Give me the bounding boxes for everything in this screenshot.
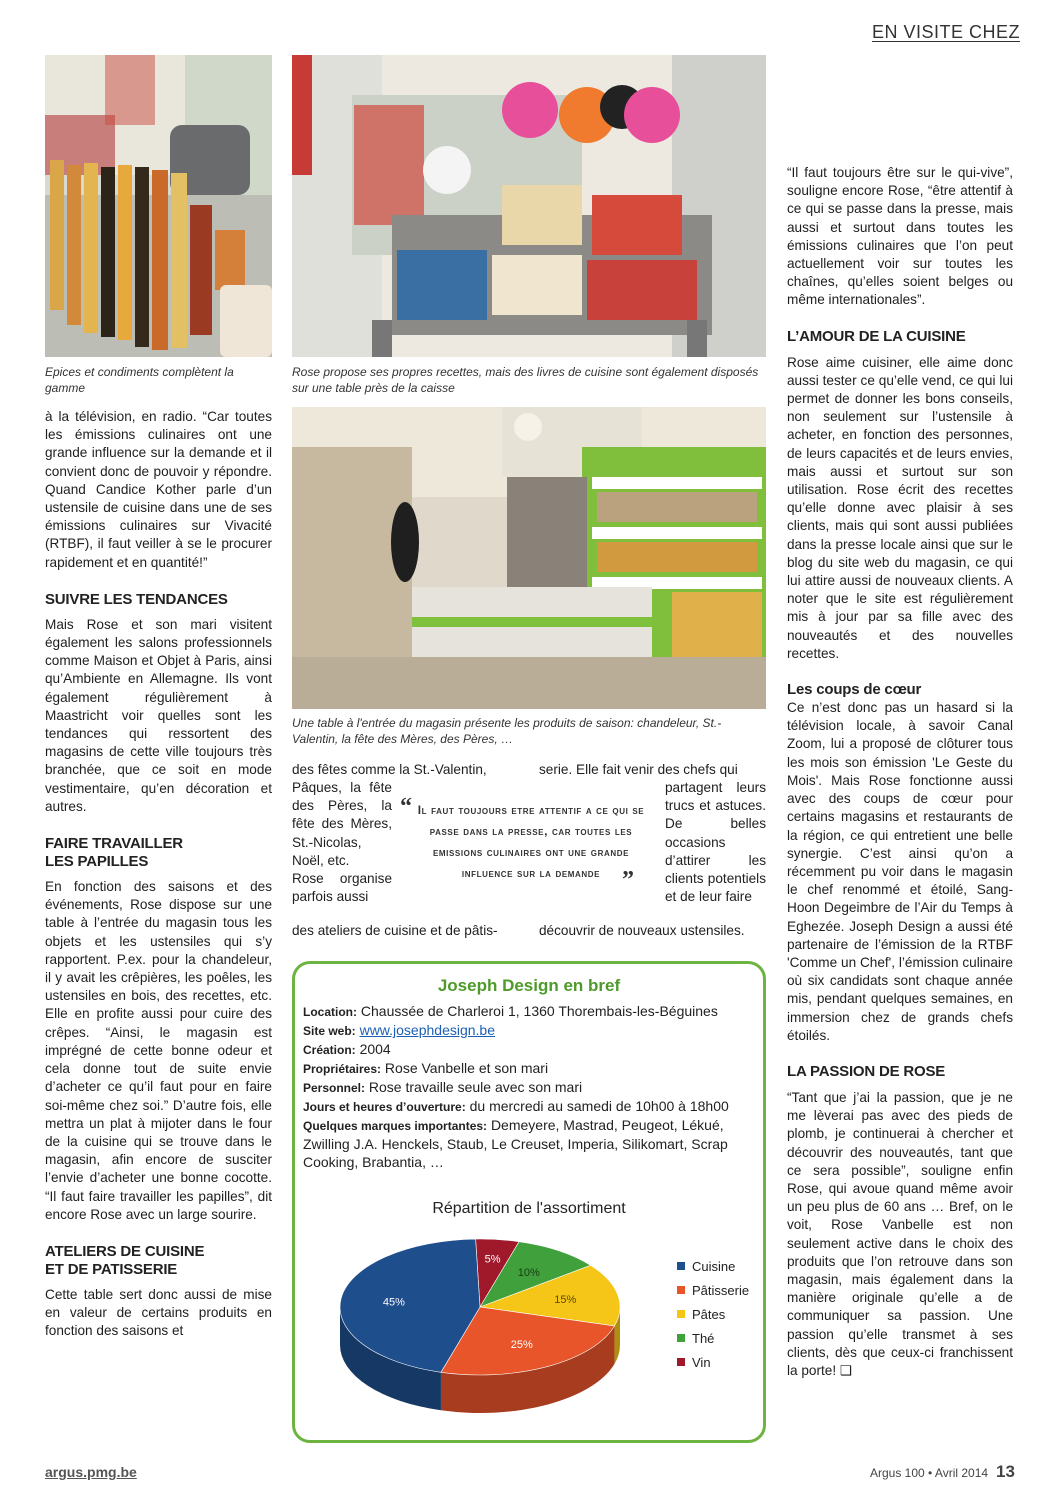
end-mark-icon: ❑: [839, 1362, 853, 1378]
staff-value: Rose travaille seule avec son mari: [368, 1079, 583, 1095]
box-brands: [303, 1116, 753, 1171]
chart-legend: [677, 1254, 767, 1374]
pie-label-thé: 10%: [517, 1267, 540, 1280]
quote-open-mark: “: [400, 794, 412, 820]
legend-swatch: [677, 1358, 685, 1366]
legend-label: Pâtes: [692, 1306, 726, 1322]
legend-item-cuisine: [677, 1254, 767, 1278]
caption-books: Rose propose ses propres recettes, mais des livres de cuisine sont également disposés sur une table près de la caisse: [292, 365, 759, 395]
box-location: [303, 1002, 753, 1021]
col3-passion: [787, 1089, 1013, 1380]
mid-left-column: [292, 779, 392, 906]
quote-text: Il faut toujours etre attentif a ce qui se passe dans la presse, car toutes les emissions culinaires ont une grande influence sur la demande: [417, 803, 645, 880]
col3-amour: Rose aime cuisiner, elle aime donc aussi tester ce qu’elle vend, ce qui lui permet de donner les bons conseils, non seulement sur l’ustensile à acheter, en fonction des personnes, de leurs capacités et de leurs envies, mais aussi et surtout sur son utilisation. Rose écrit des recettes qu’elle donne avec plaisir à ses clients, mais qui sont aussi publiées dans la presse locale ainsi que sur le blog du site web du magasin, ce qui lui attire aussi de nouveaux clients. A noter que le site est régulièrement mis à jour par sa fille avec des nouveautés et des nouvelles recettes.: [787, 354, 1013, 661]
caption-spices: Epices et condiments complètent la gamme: [45, 365, 234, 395]
footer-page-number: 13: [996, 1462, 1015, 1481]
pie-label-pâtes: 15%: [554, 1294, 577, 1307]
books-photo: [292, 55, 766, 357]
staff-label: Personnel:: [303, 1081, 366, 1095]
col1-ateliers: Cette table sert donc aussi de mise en valeur de certains produits en fonction des saisons et: [45, 1286, 272, 1339]
heading-amour: L’AMOUR DE LA CUISINE: [787, 327, 966, 345]
creation-label: Création:: [303, 1043, 356, 1057]
shop-photo: [292, 407, 766, 709]
box-details: [295, 996, 763, 1171]
location-label: Location:: [303, 1005, 357, 1019]
heading-coeur: Les coups de cœur: [787, 681, 922, 699]
info-box: [292, 961, 766, 1443]
column-1: [45, 408, 272, 1341]
quote-close-mark: ”: [622, 867, 634, 893]
box-staff: [303, 1078, 753, 1097]
brands-label: Quelques marques importantes:: [303, 1119, 488, 1133]
col3-intro: “Il faut toujours être sur le qui-vive”, souligne encore Rose, “être attentif à ce qui se passe dans la presse, mais aussi et surtout dans toutes les émissions culinaires que l’on peut actuellement voir sur toutes les chaînes, qu’elles soient belges ou même internationales”.: [787, 165, 1013, 308]
mid-bottom-left: des ateliers de cuisine et de pâtis-: [292, 923, 498, 938]
mid-left-top: des fêtes comme la St.-Valentin,: [292, 762, 487, 777]
legend-swatch: [677, 1334, 685, 1342]
legend-swatch: [677, 1310, 685, 1318]
col1-intro: à la télévision, en radio. “Car toutes les émissions culinaires ont une grande influence sur la demande et il convient donc de pouvoir y répondre. Quand Candice Kother parle d’un ustensile de cuisine dans une de ses émissions culinaires sur Vivacité (RTBF), il faut veiller à se le procurer rapidement et en quantité!”: [45, 409, 272, 570]
creation-value: 2004: [359, 1041, 391, 1057]
heading-tendances: SUIVRE LES TENDANCES: [45, 590, 228, 608]
heading-ateliers-1: ATELIERS DE CUISINE: [45, 1242, 205, 1260]
heading-papilles-2: LES PAPILLES: [45, 853, 149, 871]
legend-swatch: [677, 1286, 685, 1294]
caption-table: Une table à l'entrée du magasin présente les produits de saison: chandeleur, St.-Valentin, la fête des Mères, des Pères, …: [292, 716, 722, 746]
legend-label: Pâtisserie: [692, 1282, 750, 1298]
pull-quote: [400, 794, 662, 893]
pie-chart: [335, 1232, 635, 1432]
heading-papilles-1: FAIRE TRAVAILLER: [45, 835, 183, 853]
owners-value: Rose Vanbelle et son mari: [384, 1060, 549, 1076]
box-site: [303, 1021, 753, 1040]
box-title: Joseph Design en bref: [437, 976, 621, 995]
mid-left-rest: Pâques, la fête des Pères, la fête des Mères, St.-Nicolas, Noël, etc.: [292, 780, 392, 868]
heading-passion: LA PASSION DE ROSE: [787, 1062, 946, 1080]
box-creation: [303, 1040, 753, 1059]
mid-right-top: serie. Elle fait venir des chefs qui: [539, 762, 738, 777]
legend-item-thé: [677, 1326, 767, 1350]
brands-value: Demeyere, Mastrad, Peugeot, Lékué, Zwilling J.A. Henckels, Staub, Le Creuset, Imperia, Silikomart, Scrap Cooking, Brabantia, …: [303, 1117, 728, 1170]
mid-right-rest: partagent leurs trucs et astuces. De belles occasions d’attirer les clients potentiels et de leur faire: [665, 780, 766, 905]
pie-label-cuisine: 45%: [382, 1296, 405, 1309]
location-value: Chaussée de Charleroi 1, 1360 Thorembais-les-Béguines: [360, 1003, 718, 1019]
pie-label-vin: 5%: [484, 1253, 501, 1266]
legend-item-vin: [677, 1350, 767, 1374]
footer-issue: Argus 100 • Avril 2014: [870, 1466, 989, 1480]
col3-coeur: Ce n’est donc pas un hasard si la télévision locale, à savoir Canal Zoom, lui a proposé de clôturer tous les mois son émission 'Le Geste du Mois'. Mais Rose fonctionne aussi avec des coups de cœur pour certains magasins et restaurants de la région, ce qui entretient une belle synergie. C’est ainsi qu’on a récemment pu voir dans le magasin le chef renommé et étoilé, Sang-Hoon Degeimbre de l’Air du Temps à Eghezée. Joseph Design a aussi été partenaire de l’émission de la RTBF 'Comme un Chef', l’émission culinaire où six candidats sont chaque année mis, pendant quelques semaines, en immersion chez de grands chefs étoilés.: [787, 700, 1013, 1043]
pie-label-pâtisserie: 25%: [510, 1338, 533, 1351]
legend-label: Vin: [692, 1354, 711, 1370]
owners-label: Propriétaires:: [303, 1062, 382, 1076]
col1-papilles: En fonction des saisons et des événements, Rose dispose sur une table à l’entrée du magasin tous les objets et les ustensiles qui s’y rapportent. P.ex. pour la chandeleur, il y avait les crêpières, les poêles, les ustensiles en bois, des recettes, etc. Elle en profite aussi pour cuire des crêpes. “Ainsi, le magasin est imprégné de cette bonne odeur et cela donne tout de suite envie d’acheter ce qu’il faut pour en faire soi-même chez soi.” D’autre fois, elle mettra un plat à mijoter dans le four de la cuisine qui se trouve dans le magasin, afin encore de susciter l’envie d’acheter une bonne cocotte. “Il faut faire travailler les papilles”, dit encore Rose avec un large sourire.: [45, 879, 272, 1222]
mid-left-rose: Rose organise parfois aussi: [292, 871, 392, 905]
legend-label: Thé: [692, 1330, 715, 1346]
legend-item-pâtisserie: [677, 1278, 767, 1302]
column-3: [787, 164, 1013, 1380]
spices-photo: [45, 55, 272, 357]
site-label: Site web:: [303, 1024, 356, 1038]
mid-bottom-right: découvrir de nouveaux ustensiles.: [539, 923, 745, 938]
legend-label: Cuisine: [692, 1258, 736, 1274]
hours-label: Jours et heures d’ouverture:: [303, 1100, 466, 1114]
site-link[interactable]: www.josephdesign.be: [359, 1022, 495, 1038]
footer-site[interactable]: argus.pmg.be: [45, 1464, 137, 1480]
heading-ateliers-2: ET DE PATISSERIE: [45, 1260, 178, 1278]
col3-passion-text: “Tant que j’ai la passion, que je ne me lèverai pas avec des pieds de plomb, je continuerai à chercher et découvrir des nouveautés, tant que ce sera possible”, souligne enfin Rose, qui avoue quand même avoir un peu plus de 60 ans … Bref, on le voit, Rose Vanbelle est non seulement active dans le choix des produits que l’on retrouve dans son magasin, mais également dans la manière originale qu’elle a de communiquer sa passion. Une passion qu’elle transmet à ses clients, dès que ceux-ci franchissent la porte!: [787, 1089, 1013, 1378]
chart-title: Répartition de l'assortiment: [432, 1200, 626, 1217]
section-tag: EN VISITE CHEZ: [872, 22, 1021, 42]
hours-value: du mercredi au samedi de 10h00 à 18h00: [469, 1098, 729, 1114]
col1-tendances: Mais Rose et son mari visitent également les salons professionnels comme Maison et Objet à Paris, ainsi qu’Ambiente en Allemagne. Ils vont également régulièrement à Maastricht voir quelles sont les tendances qui ressortent des magasins de cette ville toujours très branchée, que ce soit en mode vestimentaire, qu’en décoration et autres.: [45, 616, 272, 814]
box-hours: [303, 1097, 753, 1116]
box-owners: [303, 1059, 753, 1078]
legend-swatch: [677, 1262, 685, 1270]
legend-item-pâtes: [677, 1302, 767, 1326]
